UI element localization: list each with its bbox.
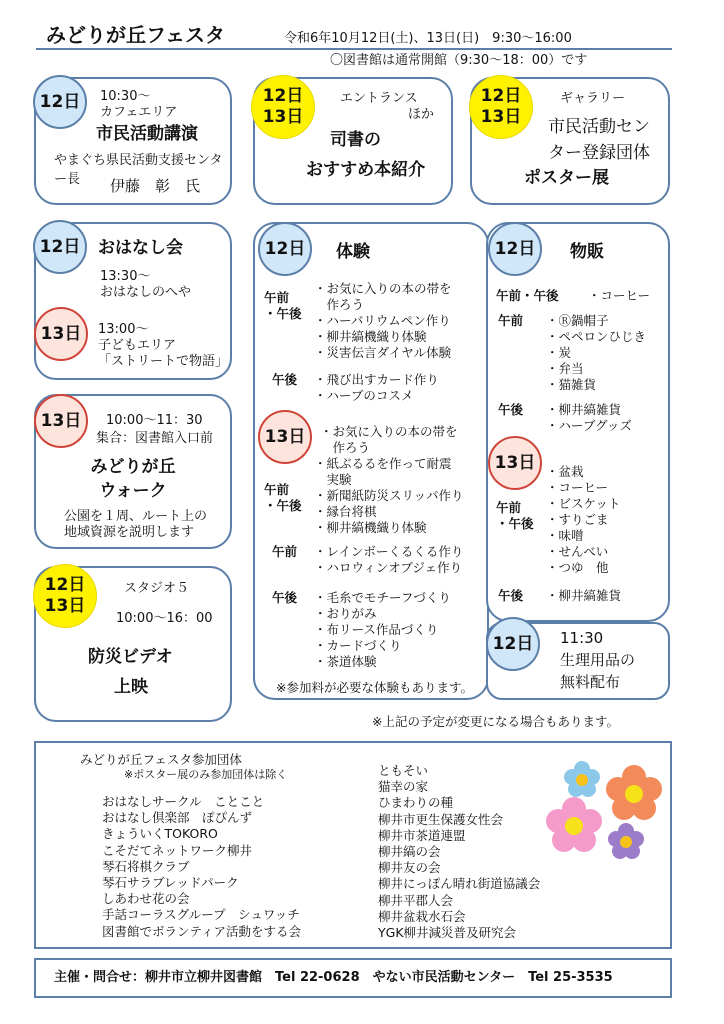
sales-d13-list-pm: ・柳井縞雑貨 [546, 588, 622, 603]
exp-d13-label-pm: 午後 [272, 590, 298, 605]
sales-d13-label-am-pm: 午前 ・午後 [496, 500, 534, 531]
walk-desc1: 公園を１周、ルート上の [64, 509, 208, 524]
day12-badge: 12日 [258, 222, 312, 276]
header-rule [36, 48, 672, 50]
sales-d13-label-pm: 午後 [498, 588, 524, 603]
librarian-title1: 司書の [330, 130, 381, 150]
day12-13-badge: 12日 13日 [251, 75, 315, 139]
exp-d12-list-pm: ・飛び出すカード作り ・ハーブのコスメ [314, 372, 439, 403]
day12-badge: 12日 [33, 220, 87, 274]
day12-badge: 12日 [486, 617, 540, 671]
gallery-title1: 市民活動セン [548, 117, 650, 137]
flower-pink [546, 797, 602, 852]
exp-d13-label-am-pm: 午前 ・午後 [264, 482, 302, 513]
video-time: 10:00〜16：00 [116, 611, 213, 626]
lecture-place: カフェエリア [100, 105, 178, 120]
storytime-d12-time: 13:30〜 [100, 269, 151, 284]
sales-d12-label-pm: 午後 [498, 402, 524, 417]
lecture-org: やまぐち県民活動支援センター長 [54, 153, 223, 187]
groups-right-list: ともそい 猫幸の家 ひまわりの種 柳井市更生保護女性会 柳井市茶道連盟 柳井縞の会 柳井友の会 柳井にっぽん晴れ街道協議会 柳井平郡人会 柳井盆栽水石会 YGK柳井減災普及研究会 [378, 763, 541, 941]
flower-orange [606, 765, 662, 820]
experience-title: 体験 [336, 242, 370, 262]
groups-note: ※ポスター展のみ参加団体は除く [124, 768, 288, 781]
sales-d12-label-am-pm: 午前・午後 [496, 288, 559, 303]
video-place: スタジオ５ [124, 581, 190, 596]
exp-d12-label-pm: 午後 [272, 372, 298, 387]
page-title: みどりが丘フェスタ [46, 23, 225, 47]
day13-badge: 13日 [488, 436, 542, 490]
walk-desc2: 地域資源を説明します [64, 525, 195, 540]
gallery-place: ギャラリー [560, 91, 626, 106]
gallery-title2: ター登録団体 [548, 143, 650, 163]
storytime-d13-time: 13:00〜 [98, 322, 149, 337]
day12-badge: 12日 [33, 75, 87, 129]
sales-d13-list-am-pm: ・盆栽 ・コーヒー ・ビスケット ・すりごま ・味噌 ・せんべい ・つゆ 他 [546, 464, 621, 575]
festival-dates: 令和6年10月12日(土)、13日(日) 9:30〜16:00 [284, 31, 572, 46]
sales-title: 物販 [570, 242, 604, 262]
gallery-title3: ポスター展 [524, 168, 609, 188]
flower-small-blue [564, 761, 600, 797]
schedule-change-note: ※上記の予定が変更になる場合もあります。 [372, 714, 619, 729]
librarian-place2: ほか [408, 107, 435, 122]
storytime-d13-place: 子どもエリア [98, 338, 177, 353]
experience-fee-note: ※参加料が必要な体験もあります。 [276, 680, 473, 695]
walk-time: 10:00〜11：30 [106, 413, 203, 428]
day12-13-badge: 12日 13日 [469, 75, 533, 139]
supplies-time: 11:30 [560, 629, 604, 647]
walk-title2: ウォーク [99, 481, 167, 501]
day13-badge: 13日 [34, 307, 88, 361]
lecture-speaker: 伊藤 彰 氏 [110, 177, 201, 195]
sales-d12-label-am: 午前 [498, 313, 524, 328]
exp-d13-label-am: 午前 [272, 544, 298, 559]
exp-d12-list-am-pm: ・お気に入りの本の帯を 作ろう ・ハーバリウムペン作り ・柳井縞機織り体験 ・災害伝言ダイヤル体験 [314, 281, 452, 360]
day13-badge: 13日 [258, 410, 312, 464]
exp-d13-list-pm: ・毛糸でモチーフづくり ・おりがみ ・布リース作品づくり ・カードづくり ・茶道体験 [314, 590, 451, 669]
librarian-title2: おすすめ本紹介 [306, 160, 426, 180]
video-title2: 上映 [114, 677, 148, 697]
day12-13-badge: 12日 13日 [33, 564, 97, 628]
exp-d13-list-am-pm: ・紙ぶるるを作って耐震 実験 ・新聞紙防災スリッパ作り ・縁台将棋 ・柳井縞機織り体験 [314, 456, 464, 535]
day12-badge: 12日 [488, 222, 542, 276]
lecture-time: 10:30〜 [100, 89, 151, 104]
storytime-d12-place: おはなしのへや [100, 285, 192, 300]
day13-badge: 13日 [34, 394, 88, 448]
video-title1: 防災ビデオ [88, 647, 173, 667]
flower-purple [608, 823, 644, 859]
exp-d12-label-am-pm: 午前 ・午後 [264, 290, 302, 321]
footer-contact: 主催・問合せ：柳井市立柳井図書館 Tel 22-0628 やない市民活動センター Tel 25-3535 [54, 970, 613, 985]
exp-d13-list-am: ・レインボーくるくる作り ・ハロウィンオブジェ作り [314, 544, 464, 575]
library-hours-note: 〇図書館は通常開館（9:30〜18：00）です [330, 53, 588, 68]
sales-d12-list-pm: ・柳井縞雑貨 ・ハーブグッズ [546, 402, 632, 433]
storytime-d13-event: 「ストリートで物語」 [98, 354, 229, 369]
walk-title1: みどりが丘 [90, 457, 176, 477]
lecture-title: 市民活動講演 [96, 124, 198, 144]
librarian-place1: エントランス [340, 91, 418, 106]
exp-d13-top-list: ・お気に入りの本の帯を 作ろう [320, 424, 458, 455]
storytime-title: おはなし会 [98, 238, 183, 258]
walk-meet: 集合：図書館入口前 [96, 431, 214, 446]
sales-d12-list-am: ・Ⓡ鍋帽子 ・ペペロンひじき ・炭 ・弁当 ・猫雑貨 [546, 313, 647, 392]
sales-d12-list-am-pm: ・コーヒー [588, 288, 651, 303]
supplies-line1: 生理用品の [560, 651, 636, 669]
groups-title: みどりが丘フェスタ参加団体 [80, 752, 242, 767]
supplies-line2: 無料配布 [560, 673, 621, 691]
groups-left-list: おはなしサークル ことこと おはなし倶楽部 ぽぴんず きょういくTOKORO こそだてネットワーク柳井 琴石将棋クラブ 琴石サラブレッドパーク しあわせ花の会 手話コーラスグループ シュワッチ 図書館でボランティア活動をする会 [102, 794, 302, 939]
flower-illustration [540, 758, 668, 888]
